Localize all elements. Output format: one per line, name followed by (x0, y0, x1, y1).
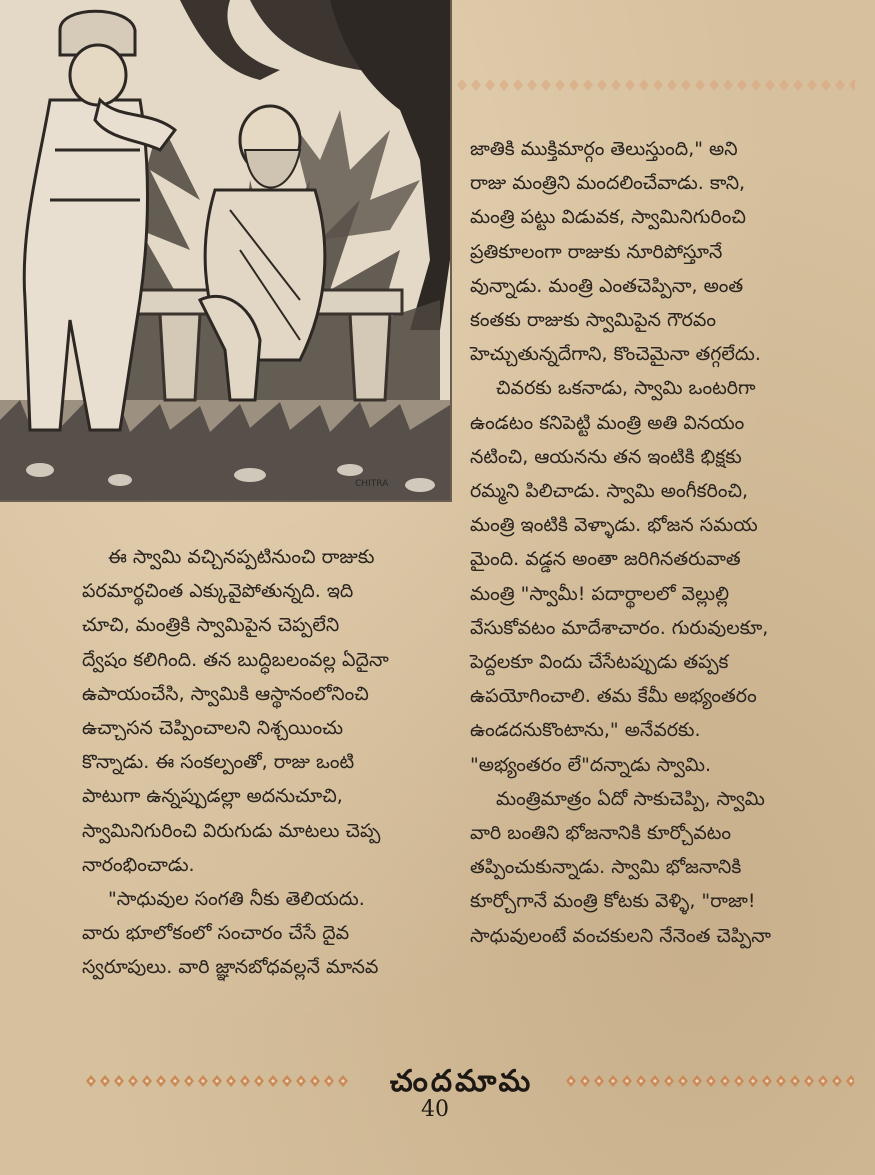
footer-ornament-right (564, 1074, 854, 1088)
text-line: నటించి, ఆయనను తన ఇంటికి భిక్షకు (470, 445, 742, 468)
text-line: ద్వేషం కలిగింది. తన బుద్ధిబలంవల్ల ఏదైనా (82, 648, 389, 671)
text-line: కంతకు రాజుకు స్వామిపైన గౌరవం (470, 309, 716, 332)
text-line: ఉండదనుకొంటాను," అనేవరకు. (470, 719, 701, 742)
left-text-column (82, 540, 454, 985)
text-line: ఉచ్చాసన చెప్పించాలని నిశ్చయించు (82, 717, 344, 740)
text-line: పెద్దలకూ విందు చేసేటప్పుడు తప్పక (470, 651, 729, 674)
text-line: చివరకు ఒకనాడు, స్వామి ఒంటరిగా (496, 377, 756, 400)
text-line: ఈ స్వామి వచ్చినప్పటినుంచి రాజుకు (108, 546, 375, 568)
page-number: 40 (421, 1097, 449, 1122)
text-line: తప్పించుకున్నాడు. స్వామి భోజనానికి (470, 856, 742, 879)
text-line: వారు భూలోకంలో సంచారం చేసే దైవ (82, 922, 350, 945)
text-line: జాతికి ముక్తిమార్గం తెలుస్తుంది," అని (470, 138, 738, 160)
text-line: వారి బంతిని భోజనానికి కూర్చోవటం (470, 822, 732, 845)
text-line: మంత్రి ఇంటికి వెళ్ళాడు. భోజన సమయ (470, 514, 758, 537)
text-line: కొన్నాడు. ఈ సంకల్పంతో, రాజు ఒంటి (82, 751, 355, 774)
text-line: మంత్రి పట్టు విడువక, స్వామినిగురించి (470, 206, 746, 229)
text-line: హెచ్చుతున్నదేగాని, కొంచెమైనా తగ్గలేదు. (470, 343, 761, 366)
text-line: రాజు మంత్రిని మందలించేవాడు. కాని, (470, 172, 746, 195)
text-line: వేసుకోవటం మాదేశాచారం. గురువులకూ, (470, 616, 769, 639)
text-line: నారంభించాడు. (82, 853, 195, 876)
right-text-column (470, 132, 840, 953)
text-line: ఉపాయంచేసి, స్వామికి ఆస్థానంలోనించి (82, 682, 369, 705)
text-line: ఉండటం కనిపెట్టి మంత్రి అతి వినయం (470, 411, 745, 434)
text-line: మైంది. వడ్డన అంతా జరిగినతరువాత (470, 548, 741, 571)
top-ornament (455, 78, 855, 92)
text-line: "అభ్యంతరం లే"దన్నాడు స్వామి. (470, 753, 712, 776)
text-line: స్వరూపులు. వారి జ్ఞానబోధవల్లనే మానవ (82, 956, 379, 979)
text-line: మంత్రిమాత్రం ఏదో సాకుచెప్పి, స్వామి (496, 787, 765, 810)
text-line: కూర్చోగానే మంత్రి కోటకు వెళ్ళి, "రాజా! (470, 890, 756, 913)
text-line: రమ్మని పిలిచాడు. స్వామి అంగీకరించి, (470, 480, 749, 503)
magazine-title: చందమామ (389, 1064, 534, 1099)
text-line: పాటుగా ఉన్నప్పుడల్లా అదనుచూచి, (82, 785, 343, 808)
text-line: "సాధువుల సంగతి నీకు తెలియదు. (108, 888, 365, 911)
text-line: చూచి, మంత్రికి స్వామిపైన చెప్పలేని (82, 614, 340, 637)
illustration-drawing (0, 0, 450, 500)
text-line: సాధువులంటే వంచకులని నేనెంత చెప్పినా (470, 924, 771, 947)
text-line: మంత్రి "స్వామీ! పదార్థాలలో వెల్లుల్లి (470, 582, 730, 605)
text-line: పరమార్థచింత ఎక్కువైపోతున్నది. ఇది (82, 580, 354, 603)
page-footer (84, 1064, 854, 1100)
footer-ornament-left (84, 1074, 349, 1088)
text-line: స్వామినిగురించి విరుగుడు మాటలు చెప్ప (82, 819, 381, 842)
story-illustration (0, 0, 452, 502)
text-line: వున్నాడు. మంత్రి ఎంతచెప్పినా, అంత (470, 274, 744, 297)
text-line: ఉపయోగించాలి. తమ కేమీ అభ్యంతరం (470, 685, 757, 708)
text-line: ప్రతికూలంగా రాజుకు నూరిపోస్తూనే (470, 240, 723, 263)
artist-signature: CHITRA (355, 479, 389, 489)
